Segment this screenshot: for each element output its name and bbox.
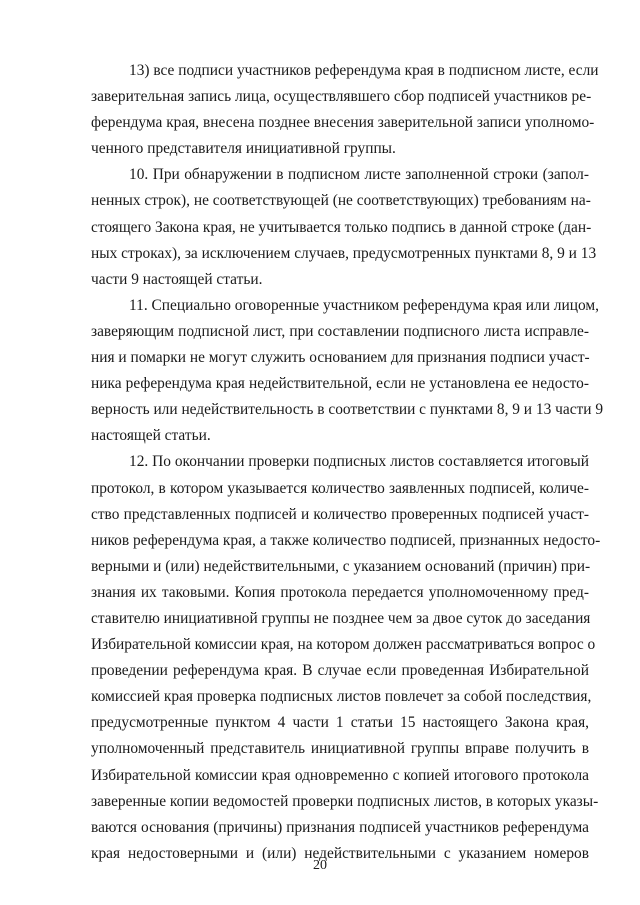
text-line: ненных строк), не соответствующей (не соответствующих) требованиям на- <box>91 192 591 210</box>
paragraph-item-13 <box>91 58 599 162</box>
text-line: Избирательной комиссии края одновременно с копией итогового протокола <box>91 766 589 784</box>
text-line: Избирательной комиссии края, на котором должен рассматриваться вопрос о <box>91 636 596 654</box>
text-line: 13) все подписи участников референдума края в подписном листе, если <box>129 62 599 79</box>
text-line: ставителю инициативной группы не позднее чем за двое суток до заседания <box>91 609 591 627</box>
text-line: настоящей статьи. <box>91 427 211 445</box>
text-line: заверенные копии ведомостей проверки подписных листов, в которых указы- <box>91 792 599 810</box>
paragraph-12 <box>91 449 601 867</box>
text-line: части 9 настоящей статьи. <box>91 270 263 288</box>
text-line: ваются основания (причины) признания подписей участников референдума <box>91 818 589 836</box>
text-line: протокол, в котором указывается количество заявленных подписей, количе- <box>91 479 589 497</box>
document-body <box>91 58 604 867</box>
text-line: уполномоченный представитель инициативной группы вправе получить в <box>91 740 589 758</box>
text-line: ных строках), за исключением случаев, предусмотренных пунктами 8, 9 и 13 <box>91 244 597 262</box>
text-line: ния и помарки не могут служить основанием для признания подписи участ- <box>91 349 590 367</box>
text-line: верными и (или) недействительными, с указанием оснований (причин) при- <box>91 557 591 575</box>
text-line: ферендума края, внесена позднее внесения заверительной записи уполномо- <box>91 114 595 132</box>
text-line: проведении референдума края. В случае если проведенная Избирательной <box>91 662 589 680</box>
text-line: ченного представителя инициативной группы. <box>91 140 396 158</box>
text-line: ников референдума края, а также количество подписей, признанных недосто- <box>91 531 601 549</box>
text-line: верность или недействительность в соответствии с пунктами 8, 9 и 13 части 9 <box>91 401 604 419</box>
text-line: 12. По окончании проверки подписных листов составляется итоговый <box>129 453 589 471</box>
text-line: знания их таковыми. Копия протокола передается уполномоченному пред- <box>91 583 589 601</box>
text-line: заверительная запись лица, осуществлявшего сбор подписей участников ре- <box>91 88 592 106</box>
paragraph-10 <box>91 162 597 292</box>
text-line: ника референдума края недействительной, если не установлена ее недосто- <box>91 375 589 393</box>
text-line: предусмотренные пунктом 4 части 1 статьи 15 настоящего Закона края, <box>91 714 589 732</box>
text-line: ство представленных подписей и количество проверенных подписей участ- <box>91 505 589 523</box>
text-line: комиссией края проверка подписных листов повлечет за собой последствия, <box>91 688 592 706</box>
page-number: 20 <box>313 858 327 873</box>
paragraph-11 <box>91 293 604 450</box>
text-line: стоящего Закона края, не учитывается только подпись в данной строке (дан- <box>91 218 592 236</box>
text-line: 10. При обнаружении в подписном листе заполненной строки (запол- <box>129 166 589 184</box>
text-line: заверяющим подписной лист, при составлении подписного листа исправле- <box>91 322 589 340</box>
text-line: 11. Специально оговоренные участником референдума края или лицом, <box>129 296 599 314</box>
text-line: края недостоверными и (или) недействительными с указанием номеров <box>91 844 589 862</box>
